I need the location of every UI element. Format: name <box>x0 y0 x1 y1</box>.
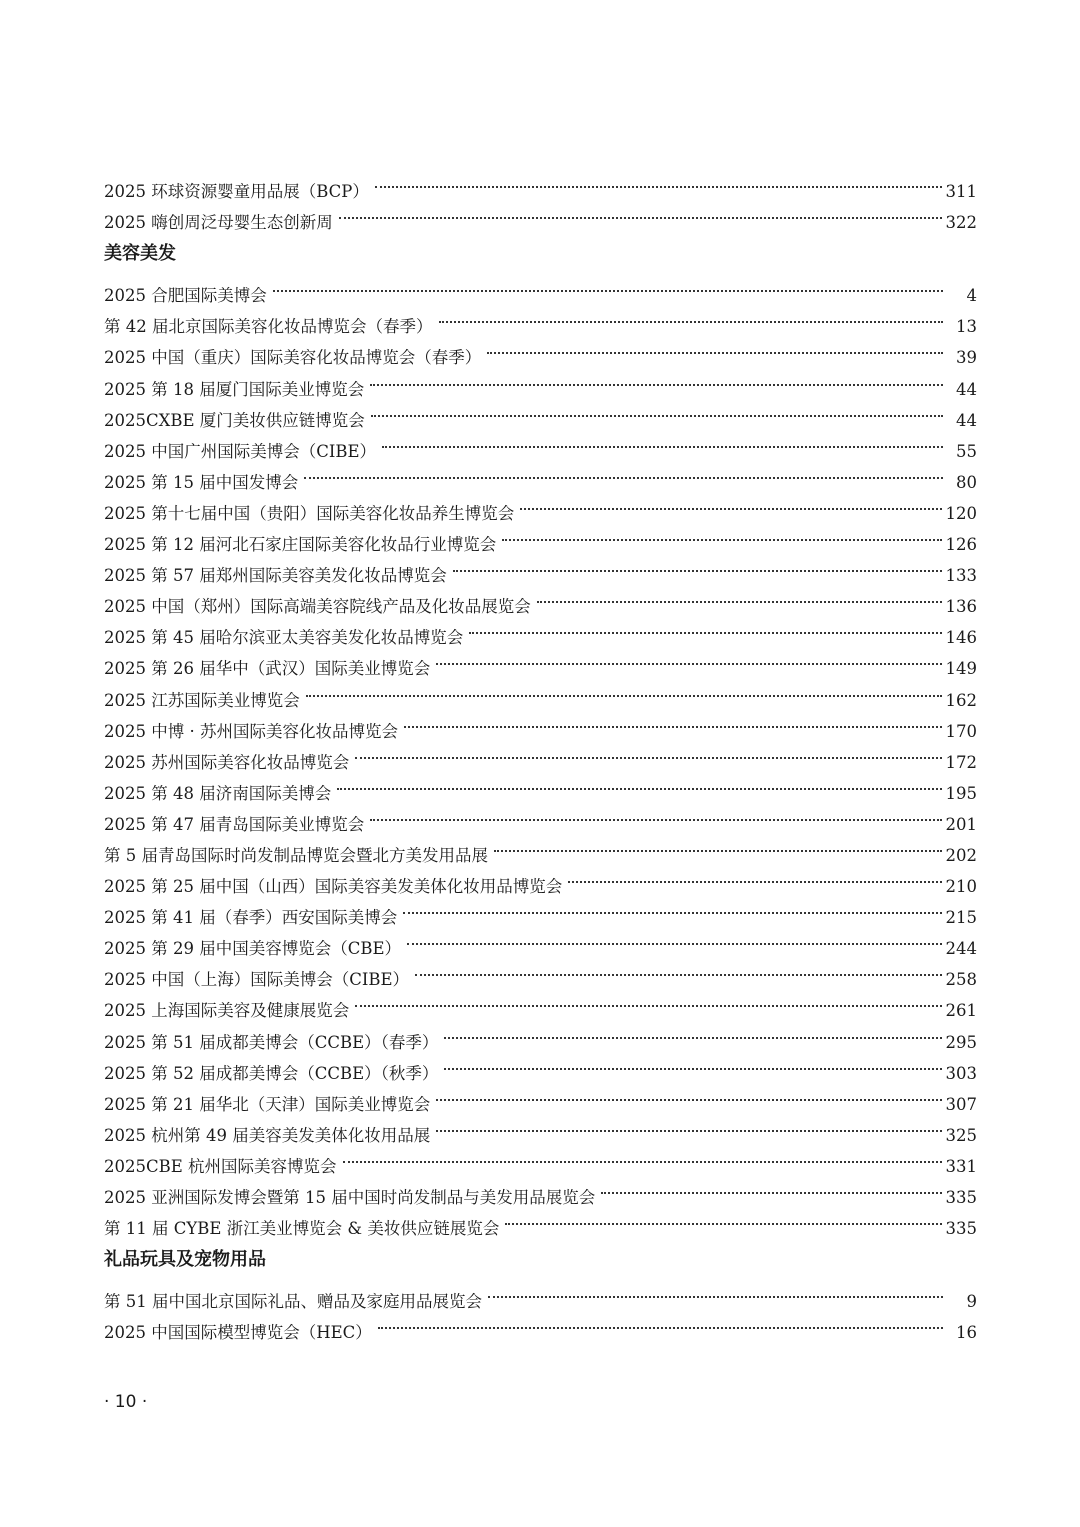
toc-entry-page-number: 307 <box>945 1094 977 1114</box>
toc-entry-page-number: 210 <box>945 877 977 897</box>
toc-entry-page-number: 195 <box>945 783 977 803</box>
toc-section <box>104 238 977 1239</box>
dot-leader <box>339 197 942 228</box>
toc-entry-title: 2025 第 15 届中国发博会 <box>104 472 299 492</box>
continued-entries <box>104 166 977 233</box>
dot-leader <box>439 301 944 332</box>
dot-leader <box>407 923 941 954</box>
toc-entry-page-number: 172 <box>945 752 977 772</box>
dot-leader <box>355 985 941 1016</box>
toc-entry-title: 2025 中国（重庆）国际美容化妆品博览会（春季） <box>104 348 482 368</box>
toc-entry-title: 2025 中国广州国际美博会（CIBE） <box>104 441 377 461</box>
toc-entry-page-number: 126 <box>945 535 977 555</box>
toc-entry-page-number: 244 <box>945 939 977 959</box>
dot-leader <box>370 363 943 394</box>
toc-entry-page-number: 258 <box>945 970 977 990</box>
toc-entry-title: 2025 第十七届中国（贵阳）国际美容化妆品养生博览会 <box>104 503 515 523</box>
toc-entry-page-number: 170 <box>945 721 977 741</box>
dot-leader <box>436 1110 941 1141</box>
dot-leader <box>378 1307 943 1338</box>
toc-entry-page-number: 303 <box>945 1063 977 1083</box>
toc-entry-title: 2025 第 52 届成都美博会（CCBE）（秋季） <box>104 1063 439 1083</box>
toc-entry-title: 2025 上海国际美容及健康展览会 <box>104 1001 350 1021</box>
sections <box>104 238 977 1343</box>
toc-entry-page-number: 335 <box>945 1188 977 1207</box>
table-of-contents <box>104 166 977 1343</box>
dot-leader <box>337 768 941 799</box>
toc-entry-title: 2025 第 41 届（春季）西安国际美博会 <box>104 908 398 928</box>
toc-entry-page-number: 162 <box>945 690 977 710</box>
toc-entry-title: 2025 中国（上海）国际美博会（CIBE） <box>104 970 410 990</box>
toc-entry-page-number: 149 <box>945 659 977 679</box>
dot-leader <box>375 166 942 197</box>
toc-entry-title: 2025 中国（郑州）国际高端美容院线产品及化妆品展览会 <box>104 597 531 617</box>
toc-entry-title: 2025 第 51 届成都美博会（CCBE）（春季） <box>104 1032 439 1052</box>
toc-section <box>104 1244 977 1343</box>
toc-entry-page-number: 325 <box>945 1125 977 1145</box>
toc-entry-title: 2025 第 57 届郑州国际美容美发化妆品博览会 <box>104 566 447 586</box>
toc-entry-page-number: 311 <box>945 182 977 202</box>
dot-leader <box>436 643 941 674</box>
dot-leader <box>370 799 941 830</box>
section-heading: 礼品玩具及宠物用品 <box>104 1249 266 1271</box>
dot-leader <box>488 1276 943 1307</box>
toc-entry-page-number: 120 <box>945 503 977 523</box>
toc-entry-title: 2025 江苏国际美业博览会 <box>104 690 300 710</box>
dot-leader <box>444 1048 941 1079</box>
toc-entry-page-number: 80 <box>956 472 977 492</box>
page-number: · 10 · <box>104 1392 148 1412</box>
toc-entry <box>104 270 977 306</box>
toc-entry-title: 2025 第 12 届河北石家庄国际美容化妆品行业博览会 <box>104 535 497 555</box>
toc-entry-page-number: 39 <box>956 348 977 368</box>
toc-entry-title: 2025CXBE 厦门美妆供应链博览会 <box>104 410 365 430</box>
toc-entry-title: 2025 苏州国际美容化妆品博览会 <box>104 752 350 772</box>
dot-leader <box>403 892 941 923</box>
dot-leader <box>306 674 942 705</box>
toc-entry-title: 2025 中国国际模型博览会（HEC） <box>104 1323 372 1343</box>
section-heading: 美容美发 <box>104 243 176 265</box>
toc-entry-title: 2025 第 29 届中国美容博览会（CBE） <box>104 939 402 959</box>
toc-entry-page-number: 136 <box>945 597 977 617</box>
toc-entry-title: 第 42 届北京国际美容化妆品博览会（春季） <box>104 317 433 337</box>
dot-leader <box>273 270 943 301</box>
dot-leader <box>568 861 941 892</box>
toc-entry-page-number: 335 <box>945 1219 977 1239</box>
toc-entry-page-number: 44 <box>956 379 977 399</box>
toc-entry-title: 第 5 届青岛国际时尚发制品博览会暨北方美发用品展 <box>104 845 488 865</box>
dot-leader <box>537 581 942 612</box>
dot-leader <box>371 395 943 426</box>
toc-entry-page-number: 13 <box>956 317 977 337</box>
toc-entry-title: 2025 第 47 届青岛国际美业博览会 <box>104 814 365 834</box>
toc-entry-title: 2025 第 21 届华北（天津）国际美业博览会 <box>104 1094 431 1114</box>
toc-entry-page-number: 322 <box>945 213 977 233</box>
toc-entry-page-number: 146 <box>945 628 977 648</box>
toc-entry-title: 2025 环球资源婴童用品展（BCP） <box>104 182 369 202</box>
toc-entry <box>104 1276 977 1312</box>
dot-leader <box>502 519 941 550</box>
dot-leader <box>453 550 942 581</box>
dot-leader <box>404 706 942 737</box>
toc-entry-page-number: 331 <box>945 1156 977 1176</box>
dot-leader <box>520 488 941 519</box>
dot-leader <box>343 1141 942 1172</box>
toc-entry-page-number: 295 <box>945 1032 977 1052</box>
toc-entry-page-number: 16 <box>956 1323 977 1343</box>
dot-leader <box>494 830 942 861</box>
dot-leader <box>304 457 943 488</box>
toc-entry-page-number: 215 <box>945 908 977 928</box>
toc-entry <box>104 166 977 202</box>
toc-entry-title: 2025 第 26 届华中（武汉）国际美业博览会 <box>104 659 431 679</box>
toc-entry-page-number: 55 <box>956 441 977 461</box>
toc-entry-title: 第 51 届中国北京国际礼品、赠品及家庭用品展览会 <box>104 1292 482 1312</box>
toc-entry-page-number: 261 <box>945 1001 977 1021</box>
dot-leader <box>444 1016 941 1047</box>
toc-entry-page-number: 44 <box>956 410 977 430</box>
toc-entry-title: 2025 嗨创周泛母婴生态创新周 <box>104 213 333 233</box>
dot-leader <box>355 737 941 768</box>
dot-leader <box>487 332 943 363</box>
toc-entry-title: 2025 第 48 届济南国际美博会 <box>104 783 332 803</box>
dot-leader <box>382 426 943 457</box>
dot-leader <box>415 954 941 985</box>
dot-leader <box>601 1172 941 1203</box>
dot-leader <box>505 1203 941 1234</box>
toc-entry-page-number: 201 <box>945 814 977 834</box>
toc-entry-title: 2025 亚洲国际发博会暨第 15 届中国时尚发制品与美发用品展览会 <box>104 1188 596 1207</box>
toc-entry-page-number: 133 <box>945 566 977 586</box>
toc-entry-title: 2025 中博 · 苏州国际美容化妆品博览会 <box>104 721 398 741</box>
dot-leader <box>469 612 941 643</box>
toc-entry-page-number: 4 <box>966 286 977 306</box>
toc-entry-title: 2025 第 25 届中国（山西）国际美容美发美体化妆用品博览会 <box>104 877 563 897</box>
toc-entry-title: 2025CBE 杭州国际美容博览会 <box>104 1156 337 1176</box>
toc-entry-title: 第 11 届 CYBE 浙江美业博览会 & 美妆供应链展览会 <box>104 1219 500 1239</box>
toc-entry-page-number: 9 <box>966 1292 977 1312</box>
toc-entry-title: 2025 合肥国际美博会 <box>104 286 267 306</box>
toc-entry-page-number: 202 <box>945 845 977 865</box>
toc-entry-title: 2025 杭州第 49 届美容美发美体化妆用品展 <box>104 1125 431 1145</box>
toc-entry-title: 2025 第 18 届厦门国际美业博览会 <box>104 379 365 399</box>
dot-leader <box>436 1079 941 1110</box>
toc-entry-title: 2025 第 45 届哈尔滨亚太美容美发化妆品博览会 <box>104 628 464 648</box>
